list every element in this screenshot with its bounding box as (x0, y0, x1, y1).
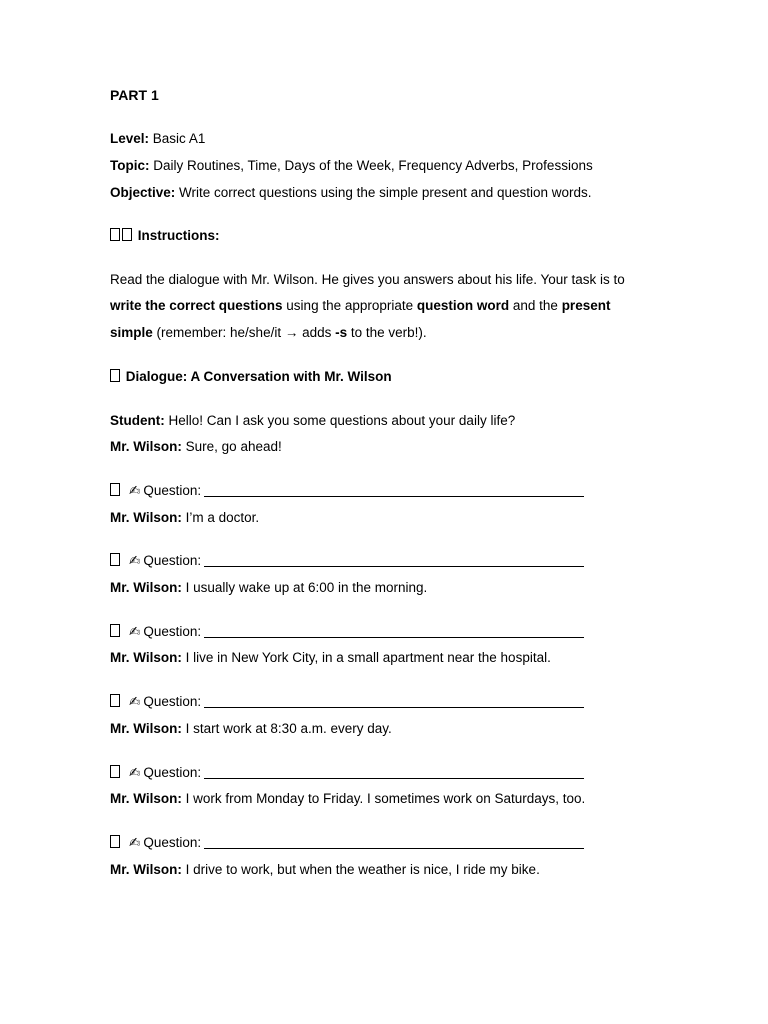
answer-blank[interactable] (204, 695, 584, 708)
missing-glyph-icon (110, 228, 120, 241)
part-title: PART 1 (110, 87, 159, 103)
answer-text: I usually wake up at 6:00 in the morning. (185, 580, 428, 595)
wilson-label: Mr. Wilson: (110, 721, 182, 736)
wilson-label: Mr. Wilson: (110, 580, 182, 595)
instr-text-3: (remember: he/she/it → adds (152, 325, 336, 340)
student-text: Hello! Can I ask you some questions about your daily life? (168, 413, 516, 428)
instructions-line-3 (110, 324, 427, 342)
answer-line (110, 649, 551, 667)
missing-glyph-icon (110, 369, 120, 382)
topic-line (110, 157, 593, 175)
instructions-heading-text: Instructions: (137, 228, 220, 243)
answer-text: I drive to work, but when the weather is nice, I ride my bike. (185, 862, 540, 877)
answer-line (110, 861, 540, 879)
pencil-icon: ✍ (129, 765, 141, 780)
pencil-icon: ✍ (129, 553, 141, 568)
missing-glyph-icon (122, 228, 132, 241)
instructions-heading (110, 227, 220, 245)
dialogue-heading-text: Dialogue: A Conversation with Mr. Wilson (125, 369, 392, 384)
objective-value: Write correct questions using the simple present and question words. (179, 185, 592, 200)
topic-value: Daily Routines, Time, Days of the Week, Frequency Adverbs, Professions (153, 158, 593, 173)
instructions-line-1: Read the dialogue with Mr. Wilson. He gives you answers about his life. Your task is to (110, 272, 625, 287)
answer-line (110, 509, 259, 527)
instr-bold-5: -s (335, 325, 348, 340)
instr-text-2: and the (509, 298, 562, 313)
answer-line (110, 720, 392, 738)
objective-line (110, 184, 592, 202)
instr-text-4: to the verb!). (347, 325, 427, 340)
question-label: Question: (143, 483, 202, 498)
question-line (110, 482, 584, 500)
wilson-intro-text: Sure, go ahead! (185, 439, 282, 454)
answer-blank[interactable] (204, 554, 584, 567)
answer-blank[interactable] (204, 484, 584, 497)
level-line (110, 130, 205, 148)
question-line (110, 834, 584, 852)
answer-text: I start work at 8:30 a.m. every day. (185, 721, 392, 736)
instr-bold-1: write the correct questions (110, 298, 283, 313)
answer-blank[interactable] (204, 836, 584, 849)
question-line (110, 623, 584, 641)
answer-blank[interactable] (204, 625, 584, 638)
topic-label: Topic: (110, 158, 150, 173)
answer-text: I live in New York City, in a small apartment near the hospital. (185, 650, 551, 665)
student-label: Student: (110, 413, 165, 428)
wilson-intro-line (110, 438, 282, 456)
answer-line (110, 790, 585, 808)
question-label: Question: (143, 553, 202, 568)
dialogue-heading (110, 368, 392, 386)
question-line (110, 764, 584, 782)
wilson-label: Mr. Wilson: (110, 862, 182, 877)
answer-text: I’m a doctor. (185, 510, 260, 525)
question-label: Question: (143, 624, 202, 639)
wilson-label: Mr. Wilson: (110, 791, 182, 806)
question-label: Question: (143, 835, 202, 850)
missing-glyph-icon (110, 765, 120, 778)
instructions-line-2 (110, 297, 610, 315)
missing-glyph-icon (110, 553, 120, 566)
level-label: Level: (110, 131, 150, 146)
pencil-icon: ✍ (129, 835, 141, 850)
answer-line (110, 579, 427, 597)
missing-glyph-icon (110, 835, 120, 848)
instr-bold-3: present (561, 298, 611, 313)
question-line (110, 552, 584, 570)
wilson-label: Mr. Wilson: (110, 650, 182, 665)
pencil-icon: ✍ (129, 694, 141, 709)
question-label: Question: (143, 694, 202, 709)
student-line (110, 412, 515, 430)
wilson-label: Mr. Wilson: (110, 439, 182, 454)
level-value: Basic A1 (152, 131, 206, 146)
instr-bold-2: question word (416, 298, 510, 313)
answer-blank[interactable] (204, 766, 584, 779)
objective-label: Objective: (110, 185, 176, 200)
wilson-label: Mr. Wilson: (110, 510, 182, 525)
answer-text: I work from Monday to Friday. I sometimes work on Saturdays, too. (185, 791, 586, 806)
missing-glyph-icon (110, 694, 120, 707)
question-line (110, 693, 584, 711)
missing-glyph-icon (110, 624, 120, 637)
instr-bold-4: simple (110, 325, 153, 340)
question-label: Question: (143, 765, 202, 780)
pencil-icon: ✍ (129, 624, 141, 639)
missing-glyph-icon (110, 483, 120, 496)
pencil-icon: ✍ (129, 483, 141, 498)
instr-text-1: using the appropriate (282, 298, 417, 313)
